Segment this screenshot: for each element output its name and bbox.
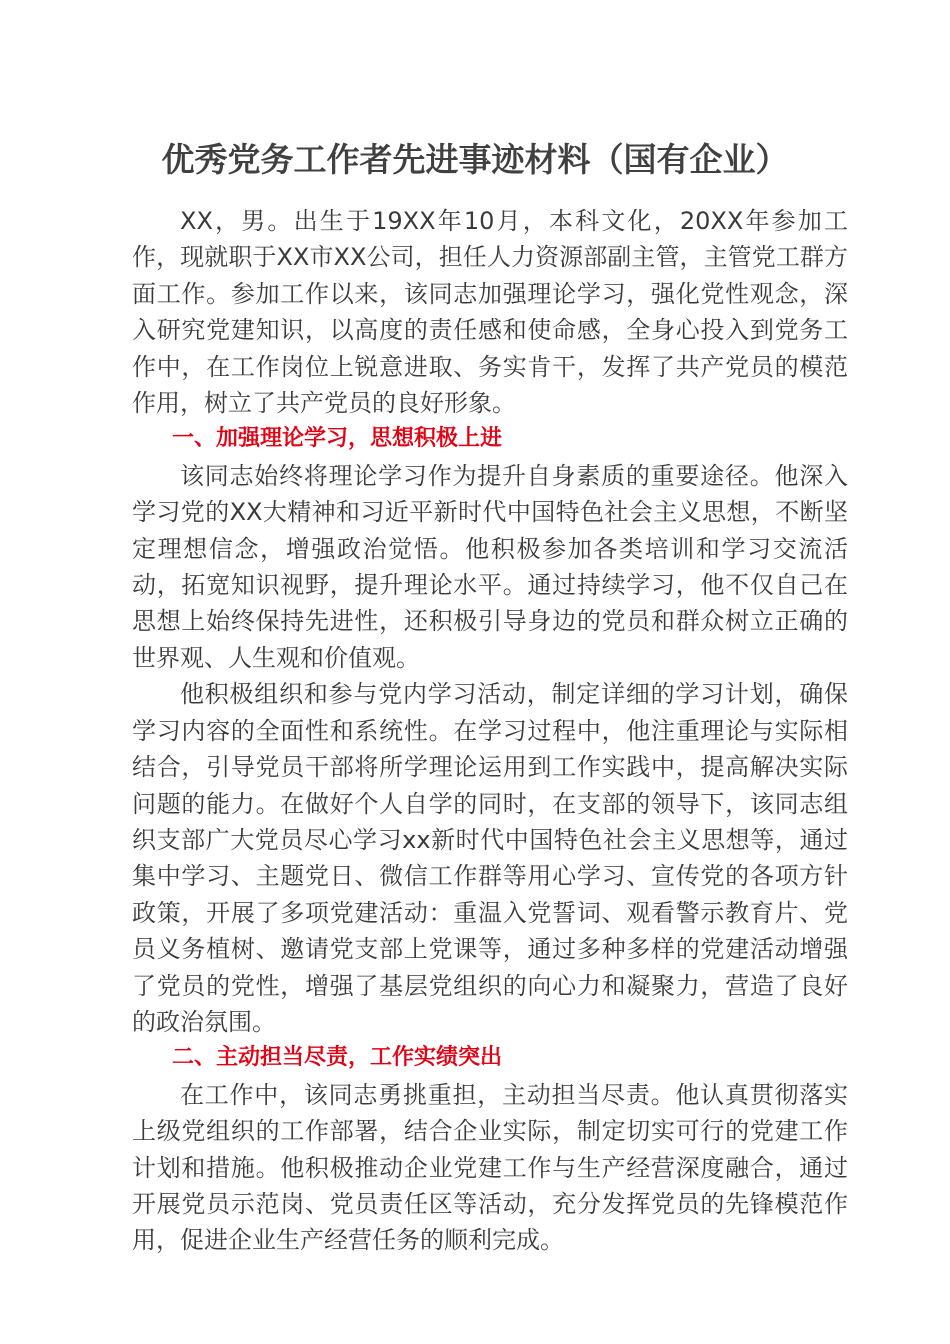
intro-paragraph: XX，男。出生于19XX年10月，本科文化，20XX年参加工作，现就职于XX市XX公司，担任人力资源部副主管，主管党工群方面工作。参加工作以来，该同志加强理论学习，强化党性观念，深入研究党建知识，以高度的责任感和使命感，全身心投入到党务工作中，在工作岗位上锐意进取、务实肯干，发挥了共产党员的模范作用，树立了共产党员的良好形象。 xyxy=(132,207,848,418)
section-heading-2: 二、主动担当尽责，工作实绩突出 xyxy=(172,1045,503,1071)
section-1-paragraph-1: 该同志始终将理论学习作为提升自身素质的重要途径。他深入学习党的XX大精神和习近平新时代中国特色社会主义思想，不断坚定理想信念，增强政治觉悟。他积极参加各类培训和学习交流活动，拓宽知识视野，提升理论水平。通过持续学习，他不仅自己在思想上始终保持先进性，还积极引导身边的党员和群众树立正确的世界观、人生观和价值观。 xyxy=(132,461,848,672)
section-1-paragraph-2: 他积极组织和参与党内学习活动，制定详细的学习计划，确保学习内容的全面性和系统性。在学习过程中，他注重理论与实际相结合，引导党员干部将所学理论运用到工作实践中，提高解决实际问题的能力。在做好个人自学的同时，在支部的领导下，该同志组织支部广大党员尽心学习xx新时代中国特色社会主义思想等，通过集中学习、主题党日、微信工作群等用心学习、宣传党的各项方针政策，开展了多项党建活动：重温入党誓词、观看警示教育片、党员义务植树、邀请党支部上党课等，通过多种多样的党建活动增强了党员的党性，增强了基层党组织的向心力和凝聚力，营造了良好的政治氛围。 xyxy=(132,680,848,1036)
document-title: 优秀党务工作者先进事迹材料（国有企业） xyxy=(161,140,789,179)
section-heading-1: 一、加强理论学习，思想积极上进 xyxy=(172,426,503,452)
section-2-paragraph-1: 在工作中，该同志勇挑重担，主动担当尽责。他认真贯彻落实上级党组织的工作部署，结合企业实际，制定切实可行的党建工作计划和措施。他积极推动企业党建工作与生产经营深度融合，通过开展党员示范岗、党员责任区等活动，充分发挥党员的先锋模范作用，促进企业生产经营任务的顺利完成。 xyxy=(132,1080,848,1255)
document-body xyxy=(132,203,848,1259)
